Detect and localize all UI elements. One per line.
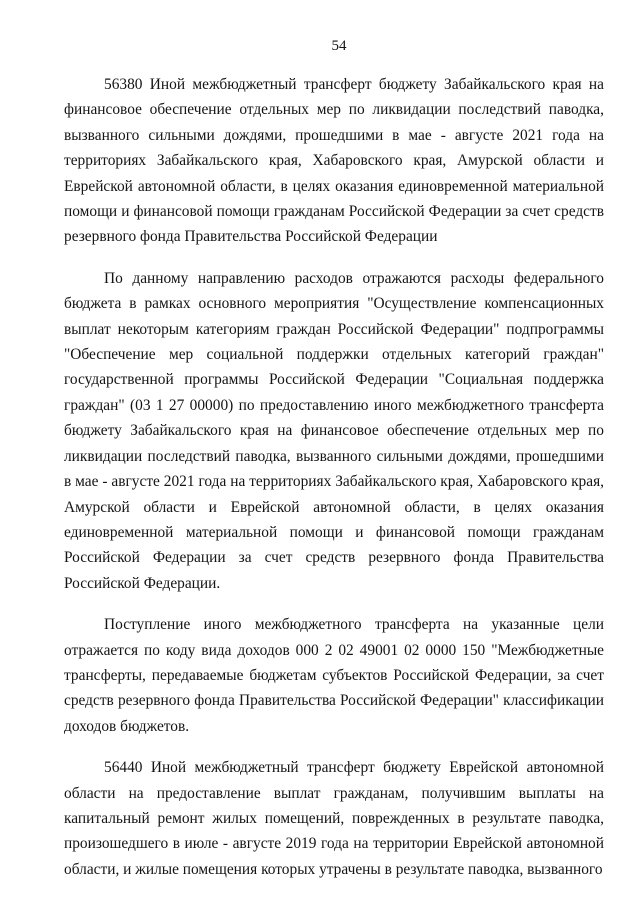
paragraph-revenue-code: Поступление иного межбюджетного трансферта на указанные цели отражается по коду вида доходов 000 2 02 49001 02 0000 150 "Межбюджетные трансферты, передаваемые бюджетам субъектов Российской Федерации, за счет средств резервного фонда Правительства Российской Федерации" классификации доходов бюджетов.: [64, 616, 604, 735]
page-number: 54: [331, 38, 347, 54]
paragraph-56380-title: 56380 Иной межбюджетный трансферт бюджету Забайкальского края на финансовое обеспечение отдельных мер по ликвидации последствий паводка, вызванного сильными дождями, прошедшими в мае - августе 2021 года на территориях Забайкальского края, Хабаровского края, Амурской области и Еврейской автономной области, в целях оказания единовременной материальной помощи и финансовой помощи гражданам Российской Федерации за счет средств резервного фонда Правительства Российской Федерации: [64, 76, 604, 246]
paragraph-expenditure-description: По данному направлению расходов отражаются расходы федерального бюджета в рамках основного мероприятия "Осуществление компенсационных выплат некоторым категориям граждан Российской Федерации" подпрограммы "Обеспечение мер социальной поддержки отдельных категорий граждан" государственной программы Российской Федерации "Социальная поддержка граждан" (03 1 27 00000) по предоставлению иного межбюджетного трансферта бюджету Забайкальского края на финансовое обеспечение отдельных мер по ликвидации последствий паводка, вызванного сильными дождями, прошедшими в мае - августе 2021 года на территориях Забайкальского края, Хабаровского края, Амурской области и Еврейской автономной области, в целях оказания единовременной материальной помощи и финансовой помощи гражданам Российской Федерации за счет средств резервного фонда Правительства Российской Федерации.: [64, 269, 604, 592]
paragraph-56440-title: 56440 Иной межбюджетный трансферт бюджету Еврейской автономной области на предоставление выплат гражданам, получившим выплаты на капитальный ремонт жилых помещений, поврежденных в результате паводка, произошедшего в июле - августе 2019 года на территории Еврейской автономной области, и жилые помещения которых утрачены в результате паводка, вызванного: [64, 759, 604, 878]
